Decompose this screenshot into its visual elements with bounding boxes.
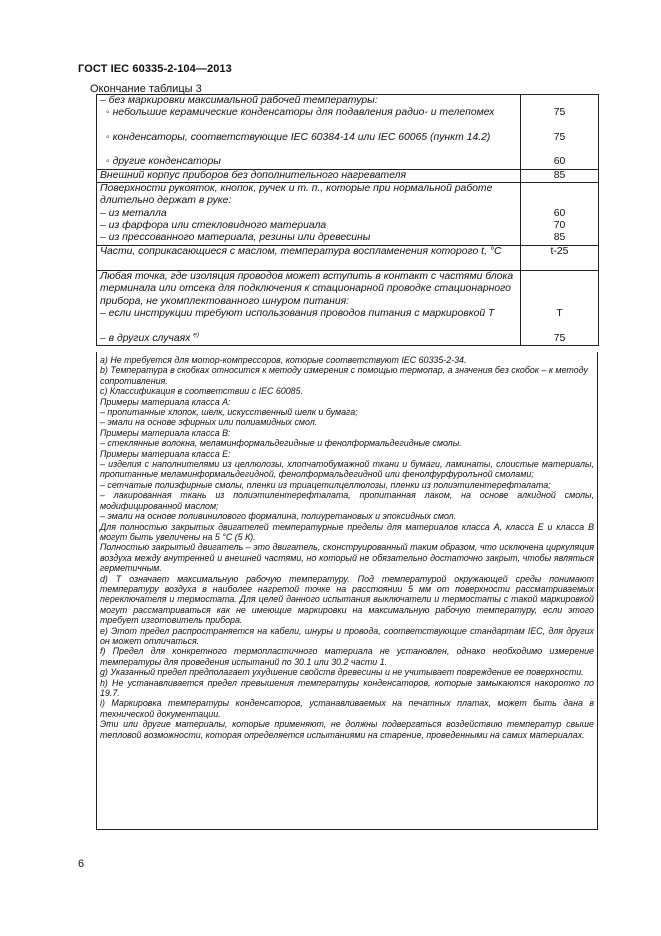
row-value: 60 70 85 <box>521 183 599 245</box>
row-value: t-25 <box>521 245 599 271</box>
row-subitem <box>100 107 517 132</box>
row-description: – без маркировки максимальной рабочей температуры: ◦ небольшие керамические конденсаторы для подавления радио- и телепомех ◦ конденсаторы, соответствующие IEC 60384-14 или IEC 60065 (пункт 14.2) ◦ другие конденсаторы <box>97 95 521 170</box>
row-value: 75 75 60 <box>521 95 599 170</box>
table-footnotes: а) Не требуется для мотор-компрессоров, которые соответствуют IEC 60335-2-34. b) Температура в скобках относится к методу измерения с помощью термопар, а значения без скобок – к методу сопротивления. c) Классификация в соответствии с IEC 60085. Примеры материала класса А: – пропитанные хлопок, шелк, искусственный шелк и бумага; – эмали на основе эфирных или полиамидных смол. Примеры материала класса В: – стеклянные волокна, меламинформальдегидные и фенолформальдегидные смолы. Примеры материала класса Е: – изделия с наполнителями из целлюлозы, хлопчатобумажной ткани и бумаги, ламинаты, слоистые материалы, пропитанные меламинформальдегидной, фенолформальдегидной или фенолфурфуролъной смолами; – сетчатые полиэфирные смолы, пленки из триацетилцеллюлозы, пленки из полиэтилентерефталата; – лакированная ткань из полиэтилентерефталата, пропитанная лаком, на основе алкидной смолы, модифицированной маслом; – эмали на основе поливинилового формалина, полиуретановых и эпоксидных смол. Для полностью закрытых двигателей температурные пределы для материалов класса А, класса Е и класса В могут быть увеличены на 5 °С (5 К). Полностью закрытый двигатель – это двигатель, сконструированный таким образом, что исключена циркуляция воздуха между внутренней и внешней частями, но который не обязательно достаточно закрыт, чтобы являться герметичным. d) Т означает максимальную рабочую температуру. Под температурой окружающей среды понимают температуру воздуха в наиболее нагретой точке на расстоянии 5 мм от поверхности рассматриваемых переключателя и термостата. Для целей данного испытания выключатели и термостаты с такой маркировкой могут рассматриваться как не имеющие маркировки на максимальную рабочую температуру, если этого требует изготовитель прибора. e) Этот предел распространяется на кабели, шнуры и провода, соответствующие стандартам IEC, для других он может отличаться. f) Предел для конкретного термопластичного материала не установлен, однако необходимо измерение температуры для проведения испытаний по 30.1 или 30.2 части 1. g) Указанный предел предполагает ухудшение свойств древесины и не учитывает повреждение ее поверхности. h) Не устанавливается предел превышения температуры конденсаторов, которые замыкаются накоротко по 19.7. i) Маркировка температуры конденсаторов, устанавливаемых на печатных платах, может быть дана в технической документации. Эти или другие материалы, которые применяют, не должны подвергаться воздействию температур свыше тепловой возможности, которая определяется испытаниями на старение, проведенными на самих материалах. <box>96 352 598 830</box>
table-caption: Окончание таблицы 3 <box>90 83 202 95</box>
table-row <box>97 95 599 170</box>
row-description: Части, соприкасающиеся с маслом, температура воспламенения которого t, °C <box>97 245 521 271</box>
small-ceramic-capacitors-text: ◦ небольшие керамические конденсаторы для подавления радио- и телепомех <box>106 107 495 119</box>
table-row <box>97 271 599 346</box>
row-description: Внешний корпус приборов без дополнительного нагревателя <box>97 169 521 182</box>
other-cases-line: – в других случаях $^{e)}$ <box>100 331 200 344</box>
table-row <box>97 183 599 245</box>
page-number: 6 <box>78 858 85 870</box>
footnote-ref-e: e) <box>193 331 200 339</box>
row-description: Поверхности рукояток, кнопок, ручек и т. п., которые при нормальной работе длительно держат в руке: – из металла – из фарфора или стекловидного материала – из прессованного материала, резины или древесины <box>97 183 521 245</box>
table-row <box>97 245 599 271</box>
row-description: Любая точка, где изоляция проводов может вступить в контакт с частями блока терминала или отсека для подключения к стационарной проводке стационарного прибора, не укомплектованного шнуром питания: – если инструкции требуют использования проводов питания с маркировкой Т – в других случаях $^{e)}$ <box>97 271 521 346</box>
row-value: T 75 <box>521 271 599 346</box>
row-value: 85 <box>521 169 599 182</box>
document-header: ГОСТ IEC 60335-2-104—2013 <box>78 63 232 75</box>
table-row <box>97 169 599 182</box>
temperature-limits-table <box>96 94 599 346</box>
